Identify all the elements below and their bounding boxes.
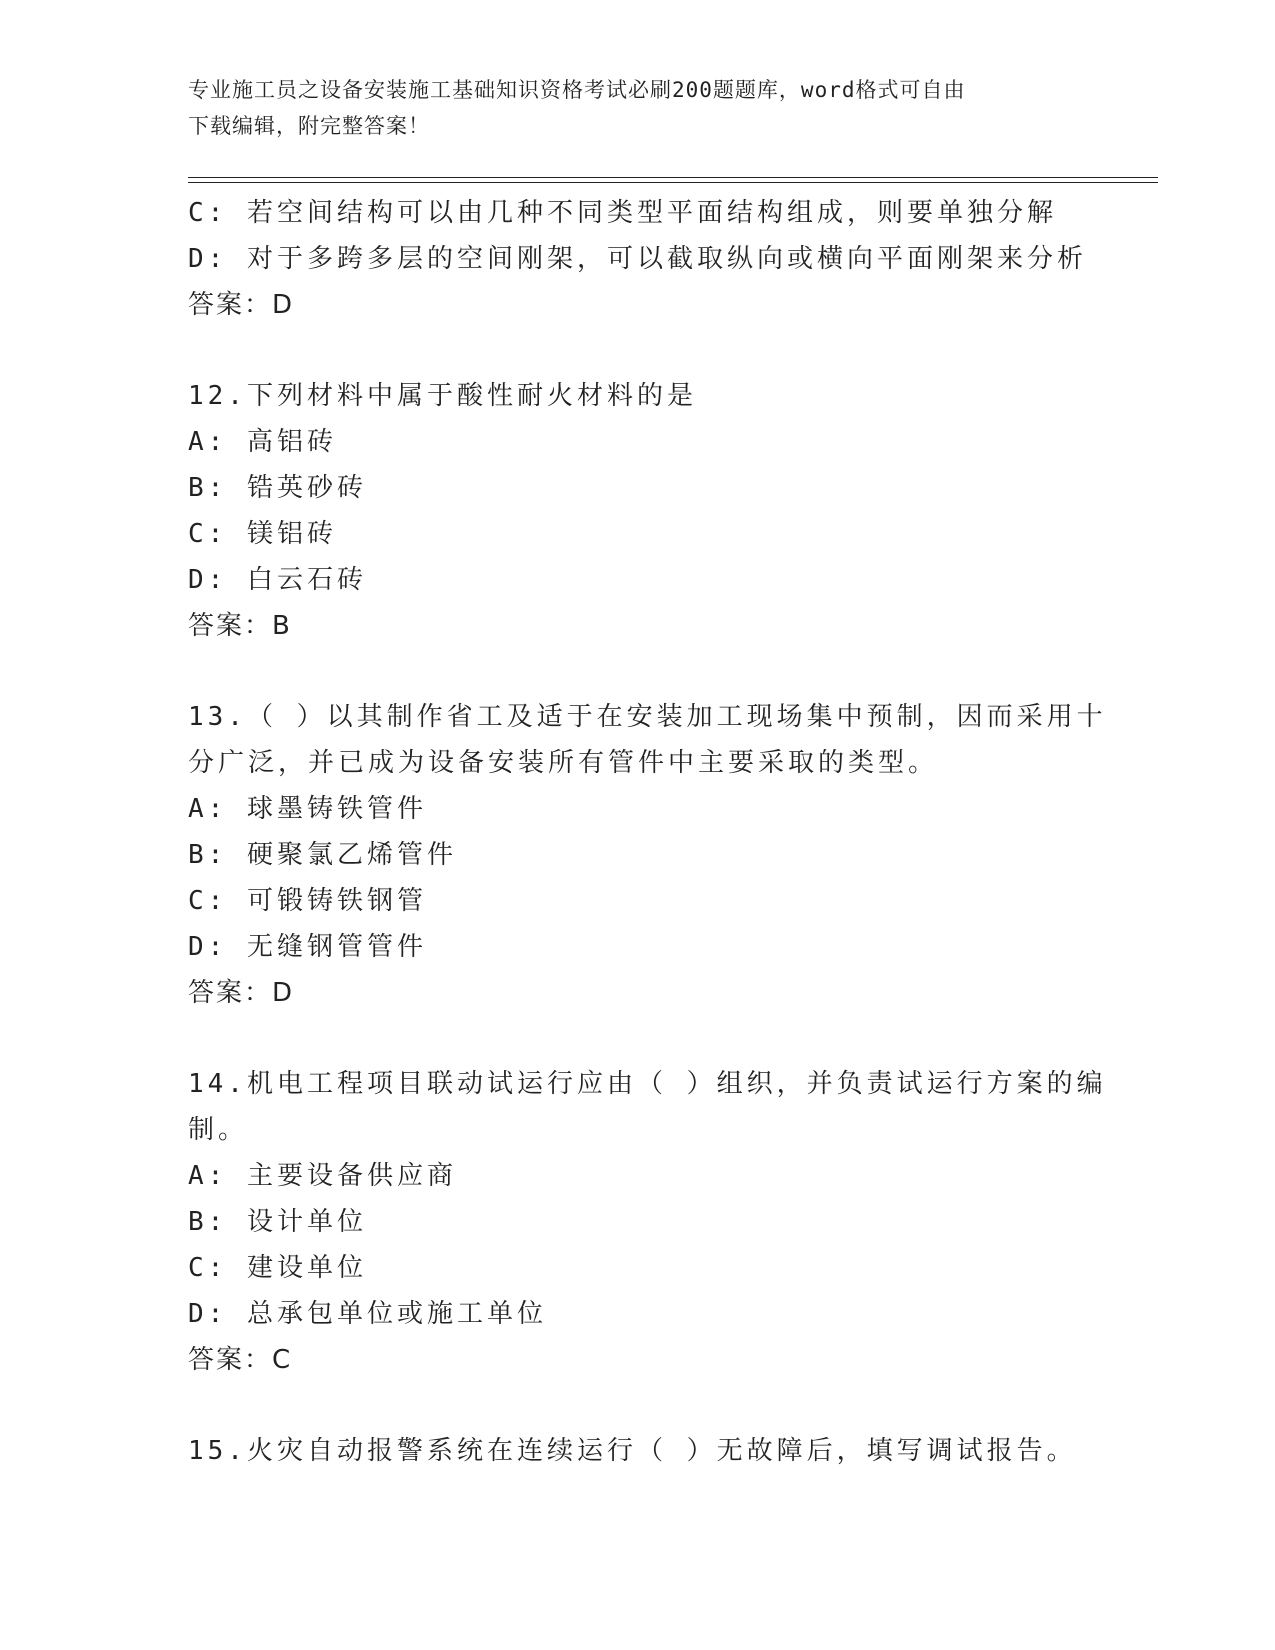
question-stem-line-2: 分广泛，并已成为设备安装所有管件中主要采取的类型。 [188, 748, 939, 778]
header-divider-bottom [188, 182, 1158, 183]
option-b: B: 硬聚氯乙烯管件 [188, 840, 457, 870]
header-line-1: 专业施工员之设备安装施工基础知识资格考试必刷200题题库，word格式可自由 [188, 78, 966, 102]
option-c: C: 建设单位 [188, 1253, 367, 1283]
question-12 [188, 373, 1088, 649]
header-line-2: 下载编辑，附完整答案！ [188, 114, 430, 138]
option-a: A: 高铝砖 [188, 427, 337, 457]
question-stem-line-1: 13.（ ）以其制作省工及适于在安装加工现场集中预制，因而采用十 [188, 702, 1107, 732]
question-stem-line-2: 制。 [188, 1115, 249, 1145]
header-divider-top [188, 177, 1158, 178]
option-d: D: 白云石砖 [188, 565, 367, 595]
question-stem-line-1: 14.机电工程项目联动试运行应由（ ）组织，并负责试运行方案的编 [188, 1069, 1107, 1099]
option-b: B: 设计单位 [188, 1207, 367, 1237]
answer: 答案：D [188, 978, 295, 1008]
q11-answer: 答案：D [188, 290, 295, 320]
q11-option-c: C: 若空间结构可以由几种不同类型平面结构组成，则要单独分解 [188, 198, 1057, 228]
question-14 [188, 1061, 1107, 1383]
option-a: A: 球墨铸铁管件 [188, 794, 427, 824]
option-c: C: 镁铝砖 [188, 519, 337, 549]
question-13 [188, 694, 1107, 1016]
question-list [188, 190, 1107, 1474]
option-d: D: 总承包单位或施工单位 [188, 1299, 547, 1329]
answer: 答案：B [188, 611, 292, 641]
option-b: B: 锆英砂砖 [188, 473, 367, 503]
answer: 答案：C [188, 1345, 293, 1375]
question-stem: 12.下列材料中属于酸性耐火材料的是 [188, 381, 697, 411]
document-header [188, 72, 1088, 144]
option-c: C: 可锻铸铁钢管 [188, 886, 427, 916]
question-15 [188, 1428, 1088, 1474]
option-d: D: 无缝钢管管件 [188, 932, 427, 962]
q11-option-d: D: 对于多跨多层的空间刚架，可以截取纵向或横向平面刚架来分析 [188, 244, 1087, 274]
option-a: A: 主要设备供应商 [188, 1161, 457, 1191]
question-stem: 15.火灾自动报警系统在连续运行（ ）无故障后，填写调试报告。 [188, 1436, 1077, 1466]
